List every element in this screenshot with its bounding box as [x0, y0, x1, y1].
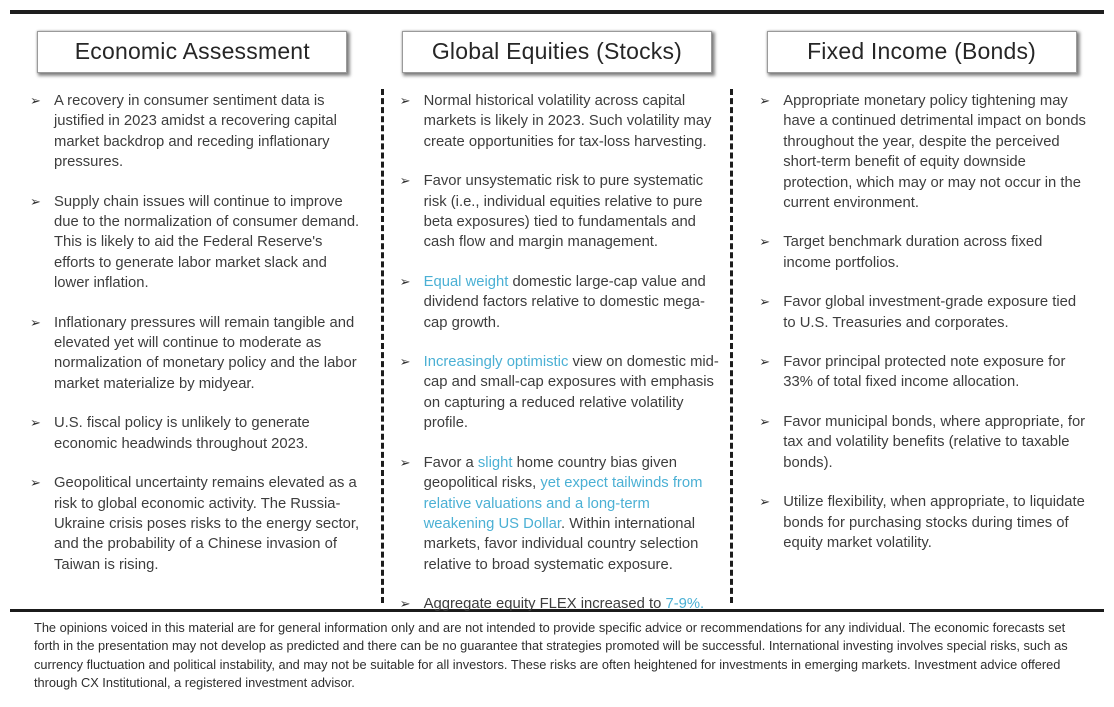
column-header-global-equities: Global Equities (Stocks): [402, 31, 712, 73]
bullet-item: [30, 192, 363, 294]
bullet-item: [759, 352, 1092, 393]
plain-text: . Within international markets, favor individual country selection relative to broad systematic exposure.: [423, 515, 699, 573]
column-header-economic-assessment: Economic Assessment: [37, 31, 347, 73]
arrow-bullet-icon: ➢: [759, 294, 771, 310]
bullet-item: [759, 412, 1092, 473]
bullet-text: [54, 473, 363, 575]
bullet-list: [16, 89, 369, 603]
plain-text: Favor a: [423, 454, 478, 471]
accent-text: yet expect tailwinds from relative valuations and a long-term weakening US Dollar: [423, 475, 703, 532]
plain-text: home country bias given geopolitical risks,: [423, 454, 677, 492]
arrow-bullet-icon: ➢: [399, 273, 411, 289]
bullet-text: [54, 91, 363, 173]
plain-text: Normal historical volatility across capital markets is likely in 2023. Such volatility may create opportunities for tax-loss harvesting.: [423, 93, 712, 150]
accent-text: Increasingly optimistic: [423, 354, 569, 371]
accent-text: 7-9%.: [665, 596, 705, 613]
plain-text: Geopolitical uncertainty remains elevated as a risk to global economic activity. The Russia-Ukraine crisis poses risks to the energy sector, and the probability of a Chinese invasion of Taiwan is rising.: [54, 475, 360, 573]
plain-text: domestic large-cap value and dividend factors relative to domestic mega-cap growth.: [423, 273, 706, 331]
plain-text: U.S. fiscal policy is unlikely to generate economic headwinds throughout 2023.: [54, 415, 310, 452]
plain-text: Aggregate equity FLEX increased to: [423, 596, 666, 613]
bullet-text: [424, 171, 721, 253]
plain-text: Inflationary pressures will remain tangible and elevated yet will continue to moderate as normalization of monetary policy and the labor market materialize by midyear.: [54, 314, 357, 392]
bullet-text: [783, 352, 1092, 393]
column-global-equities: [375, 14, 740, 613]
bullet-text: [783, 232, 1092, 273]
arrow-bullet-icon: ➢: [30, 193, 41, 209]
bullet-text: [54, 413, 363, 454]
bullet-text: [424, 453, 721, 575]
arrow-bullet-icon: ➢: [30, 314, 41, 330]
bullet-item: [400, 453, 721, 575]
plain-text: Favor municipal bonds, where appropriate, for tax and volatility benefits (relative to taxable bonds).: [783, 413, 1086, 471]
bullet-item: [400, 352, 721, 434]
plain-text: A recovery in consumer sentiment data is justified in 2023 amidst a recovering capital market backdrop and receding inflationary pressures.: [54, 93, 337, 171]
bullet-text: [54, 192, 363, 294]
arrow-bullet-icon: ➢: [759, 494, 771, 510]
bullet-text: [424, 91, 721, 152]
column-fixed-income: [739, 14, 1104, 603]
plain-text: Favor principal protected note exposure for 33% of total fixed income allocation.: [783, 354, 1066, 391]
arrow-bullet-icon: ➢: [759, 93, 771, 108]
column-header-fixed-income: Fixed Income (Bonds): [767, 31, 1077, 73]
bullet-list: [745, 89, 1098, 603]
arrow-bullet-icon: ➢: [30, 475, 41, 491]
arrow-bullet-icon: ➢: [399, 354, 411, 370]
bullet-item: [759, 292, 1092, 333]
arrow-bullet-icon: ➢: [399, 173, 411, 189]
bullet-text: [424, 352, 721, 434]
accent-text: slight: [477, 454, 513, 471]
bullet-text: [783, 412, 1092, 473]
bullet-item: [30, 91, 363, 173]
plain-text: Target benchmark duration across fixed income portfolios.: [783, 234, 1043, 271]
arrow-bullet-icon: ➢: [759, 413, 771, 429]
plain-text: Appropriate monetary policy tightening may have a continued detrimental impact on bonds throughout the year, despite the perceived short-term benefit of equity downside protection, which may or may not occur in the current environment.: [783, 93, 1086, 212]
bullet-item: [759, 232, 1092, 273]
bullet-item: [30, 413, 363, 454]
bullet-item: [400, 272, 721, 333]
bullet-text: [54, 313, 363, 395]
arrow-bullet-icon: ➢: [759, 354, 771, 370]
arrow-bullet-icon: ➢: [399, 454, 411, 470]
slide-page: [0, 10, 1114, 707]
bullet-text: [783, 492, 1092, 553]
accent-text: Equal weight: [423, 273, 509, 290]
bullet-text: [783, 292, 1092, 333]
bullet-text: [783, 91, 1092, 213]
arrow-bullet-icon: ➢: [30, 93, 41, 108]
bullet-text: [424, 272, 721, 333]
plain-text: Favor global investment-grade exposure tied to U.S. Treasuries and corporates.: [783, 294, 1077, 331]
bullet-item: [30, 473, 363, 575]
bullet-text: [424, 594, 721, 614]
bullet-item: [400, 171, 721, 253]
bullet-item: [759, 492, 1092, 553]
plain-text: Utilize flexibility, when appropriate, to liquidate bonds for purchasing stocks during times of equity market volatility.: [783, 494, 1085, 551]
plain-text: Favor unsystematic risk to pure systematic risk (i.e., individual equities relative to pure beta exposures) tied to fundamentals and cash flow and margin management.: [423, 173, 704, 251]
arrow-bullet-icon: ➢: [30, 415, 41, 431]
bullet-item: [400, 91, 721, 152]
arrow-bullet-icon: ➢: [399, 596, 411, 612]
plain-text: Supply chain issues will continue to improve due to the normalization of consumer demand. This is likely to aid the Federal Reserve's efforts to generate labor market slack and lower inflation.: [54, 193, 360, 292]
bullet-list: [381, 89, 734, 613]
arrow-bullet-icon: ➢: [759, 234, 771, 250]
arrow-bullet-icon: ➢: [399, 93, 411, 108]
plain-text: view on domestic mid-cap and small-cap exposures with emphasis on capturing a reduced relative volatility profile.: [423, 354, 719, 432]
disclaimer-text: The opinions voiced in this material are for general information only and are not intended to provide specific advice or recommendations for any individual. The economic forecasts set forth in the presentation may not develop as predicted and there can be no guarantee that strategies promoted will be successful. International investing involves special risks, such as currency fluctuation and political instability, and may not be suitable for all investors. These risks are often heightened for investments in emerging markets. Investment advice offered through CX Institutional, a registered investment advisor.: [34, 620, 1068, 690]
bullet-item: [759, 91, 1092, 213]
columns-container: [10, 14, 1104, 613]
column-economic-assessment: [10, 14, 375, 603]
bullet-item: [30, 313, 363, 395]
bullet-item: [400, 594, 721, 614]
